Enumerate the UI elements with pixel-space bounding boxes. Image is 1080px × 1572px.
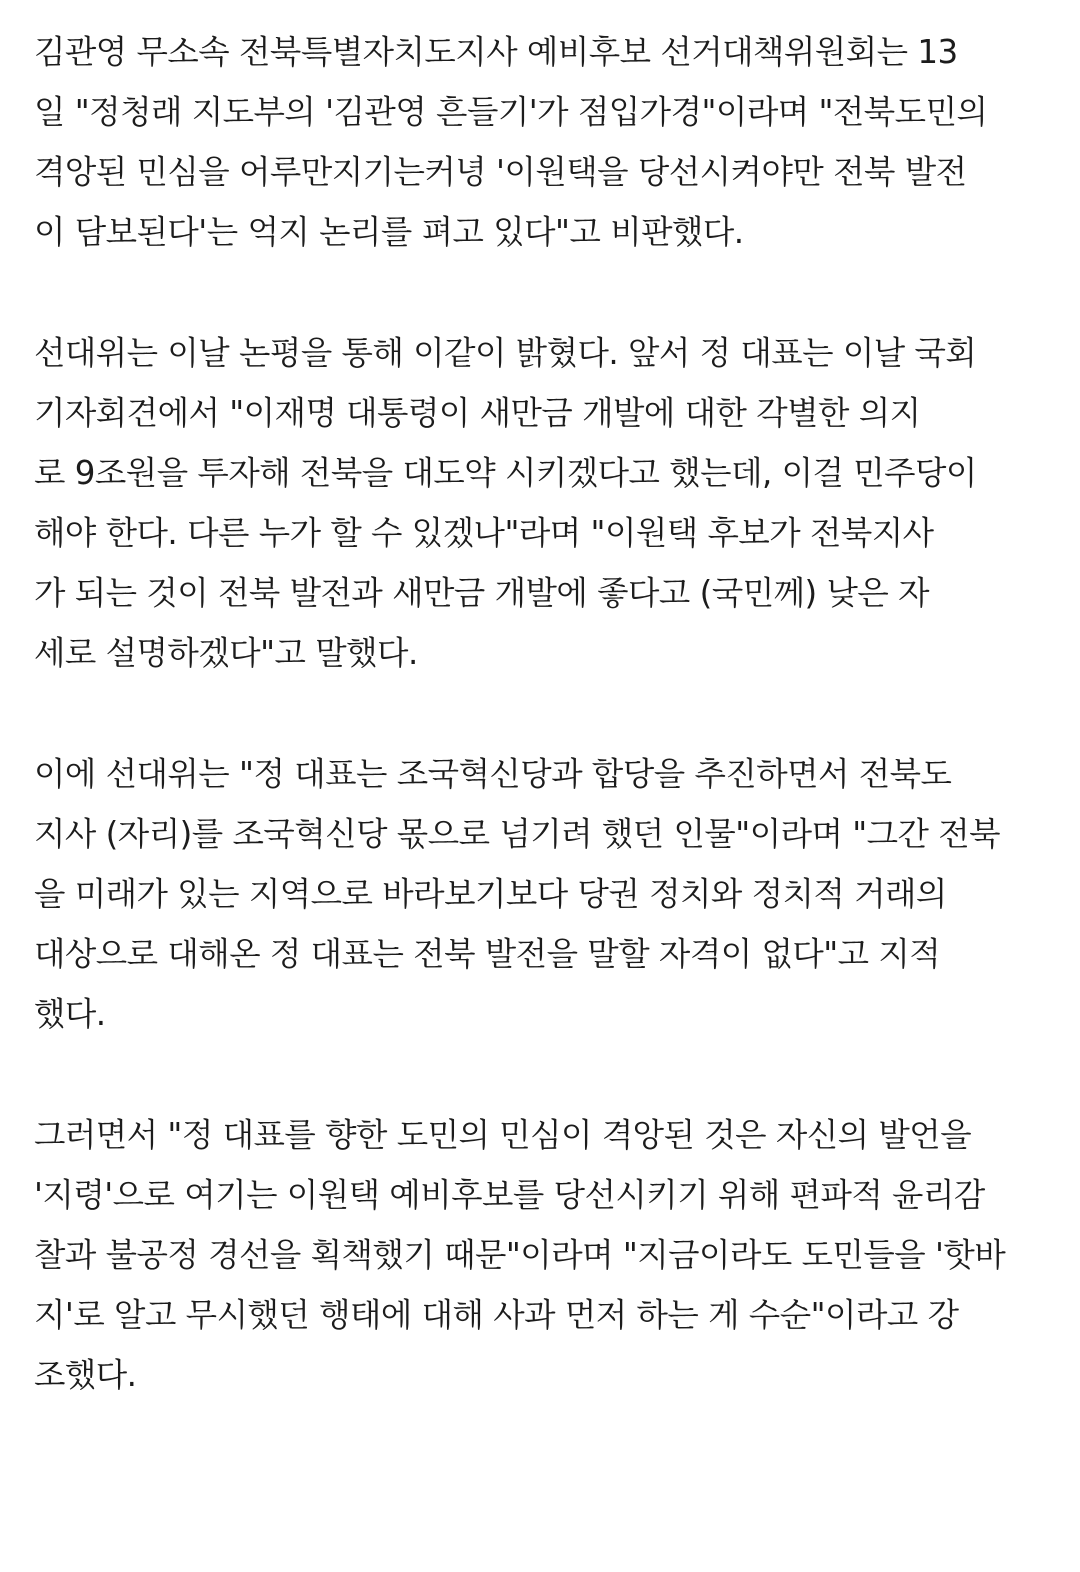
article-body	[34, 22, 1044, 1405]
article-paragraph-3: 이에 선대위는 "정 대표는 조국혁신당과 합당을 추진하면서 전북도 지사 (자리)를 조국혁신당 몫으로 넘기려 했던 인물"이라며 "그간 전북 을 미래가 있는 지역으로 바라보기보다 당권 정치와 정치적 거래의 대상으로 대해온 정 대표는 전북 발전을 말할 자격이 없다"고 지적 했다.	[34, 755, 1001, 1033]
article-paragraph-2: 선대위는 이날 논평을 통해 이같이 밝혔다. 앞서 정 대표는 이날 국회 기자회견에서 "이재명 대통령이 새만금 개발에 대한 각별한 의지 로 9조원을 투자해 전북을 대도약 시키겠다고 했는데, 이걸 민주당이 해야 한다. 다른 누가 할 수 있겠나"라며 "이원택 후보가 전북지사 가 되는 것이 전북 발전과 새만금 개발에 좋다고 (국민께) 낮은 자 세로 설명하겠다"고 말했다.	[34, 334, 977, 672]
article-paragraph-4: 그러면서 "정 대표를 향한 도민의 민심이 격앙된 것은 자신의 발언을 '지령'으로 여기는 이원택 예비후보를 당선시키기 위해 편파적 윤리감 찰과 불공정 경선을 획책했기 때문"이라며 "지금이라도 도민들을 '핫바 지'로 알고 무시했던 행태에 대해 사과 먼저 하는 게 수순"이라고 강 조했다.	[34, 1116, 1006, 1394]
article-paragraph-1: 김관영 무소속 전북특별자치도지사 예비후보 선거대책위원회는 13 일 "정청래 지도부의 '김관영 흔들기'가 점입가경"이라며 "전북도민의 격앙된 민심을 어루만지기는커녕 '이원택을 당선시켜야만 전북 발전 이 담보된다'는 억지 논리를 펴고 있다"고 비판했다.	[34, 33, 988, 251]
